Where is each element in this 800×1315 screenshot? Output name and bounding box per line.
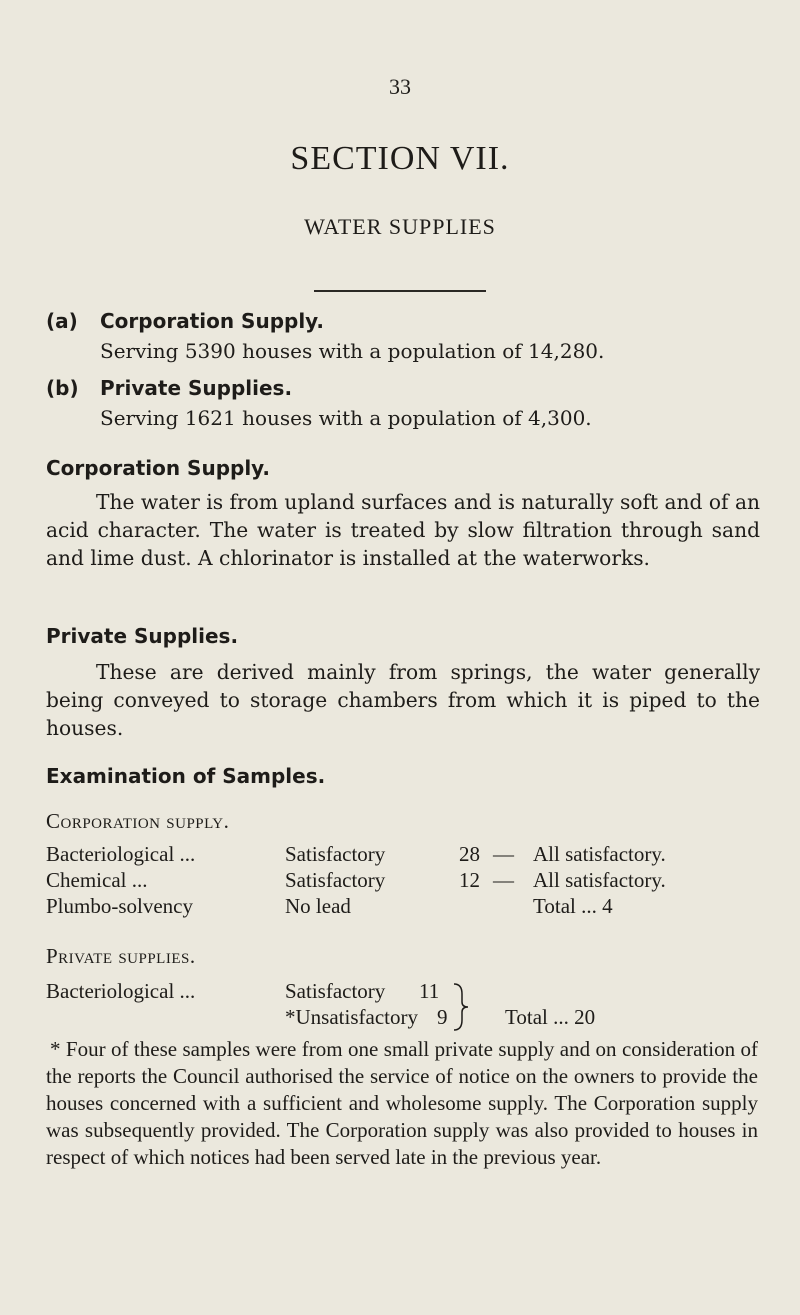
- corporation-samples-label: Corporation supply.: [46, 809, 230, 833]
- corp-row-2-type: Chemical ...: [46, 868, 148, 892]
- corp-row-1-dash: —: [493, 842, 514, 866]
- summary-a-mark: (a): [46, 309, 78, 333]
- private-heading: Private Supplies.: [46, 624, 239, 648]
- summary-b-heading: Private Supplies.: [100, 376, 293, 400]
- footnote-paragraph: * Four of these samples were from one small private supply and on consideration of the reports the Council authorised the service of notice on the owners to provide the houses concerned with a sufficient and wholesome supply. The Corporation supply was subsequently provided. The Corporation supply was also provided to houses in respect of which notices had been served late in the previous year.: [46, 1037, 758, 1169]
- priv-row-1-result: Satisfactory: [285, 979, 386, 1003]
- corp-row-2-result: Satisfactory: [285, 868, 386, 892]
- corp-row-2-count: 12: [459, 868, 480, 892]
- corp-row-2-note: All satisfactory.: [533, 868, 666, 892]
- section-title: SECTION VII.: [290, 140, 510, 177]
- corp-row-2-dash: —: [493, 868, 514, 892]
- corp-row-1-count: 28: [459, 842, 480, 866]
- corp-row-1-result: Satisfactory: [285, 842, 386, 866]
- corporation-paragraph: The water is from upland surfaces and is naturally soft and of an acid character. The water is treated by slow filtration through sand and lime dust. A chlorinator is installed at the waterworks.: [46, 490, 760, 570]
- summary-b-text: Serving 1621 houses with a population of 4,300.: [100, 406, 592, 430]
- private-samples-brace: [448, 980, 474, 1034]
- corp-row-3-total: Total ... 4: [533, 894, 613, 918]
- section-subtitle: WATER SUPPLIES: [304, 214, 496, 239]
- examination-heading: Examination of Samples.: [46, 764, 326, 788]
- summary-a-text: Serving 5390 houses with a population of 14,280.: [100, 339, 605, 363]
- summary-a-heading: Corporation Supply.: [100, 309, 324, 333]
- private-total: Total ... 20: [505, 1005, 596, 1029]
- title-divider: [314, 290, 486, 292]
- priv-row-2-result: *Unsatisfactory: [285, 1005, 418, 1029]
- page-number: 33: [389, 74, 411, 99]
- corporation-heading: Corporation Supply.: [46, 456, 270, 480]
- priv-row-2-count: 9: [437, 1005, 448, 1029]
- private-samples-label: Private supplies.: [46, 944, 196, 968]
- summary-b-mark: (b): [46, 376, 79, 400]
- priv-row-1-type: Bacteriological ...: [46, 979, 196, 1003]
- corp-row-1-type: Bacteriological ...: [46, 842, 196, 866]
- corp-row-3-type: Plumbo-solvency: [46, 894, 193, 918]
- corp-row-3-result: No lead: [285, 894, 351, 918]
- private-paragraph: These are derived mainly from springs, the water generally being conveyed to storage chambers from which it is piped to the houses.: [46, 660, 760, 740]
- corp-row-1-note: All satisfactory.: [533, 842, 666, 866]
- priv-row-1-count: 11: [419, 979, 440, 1003]
